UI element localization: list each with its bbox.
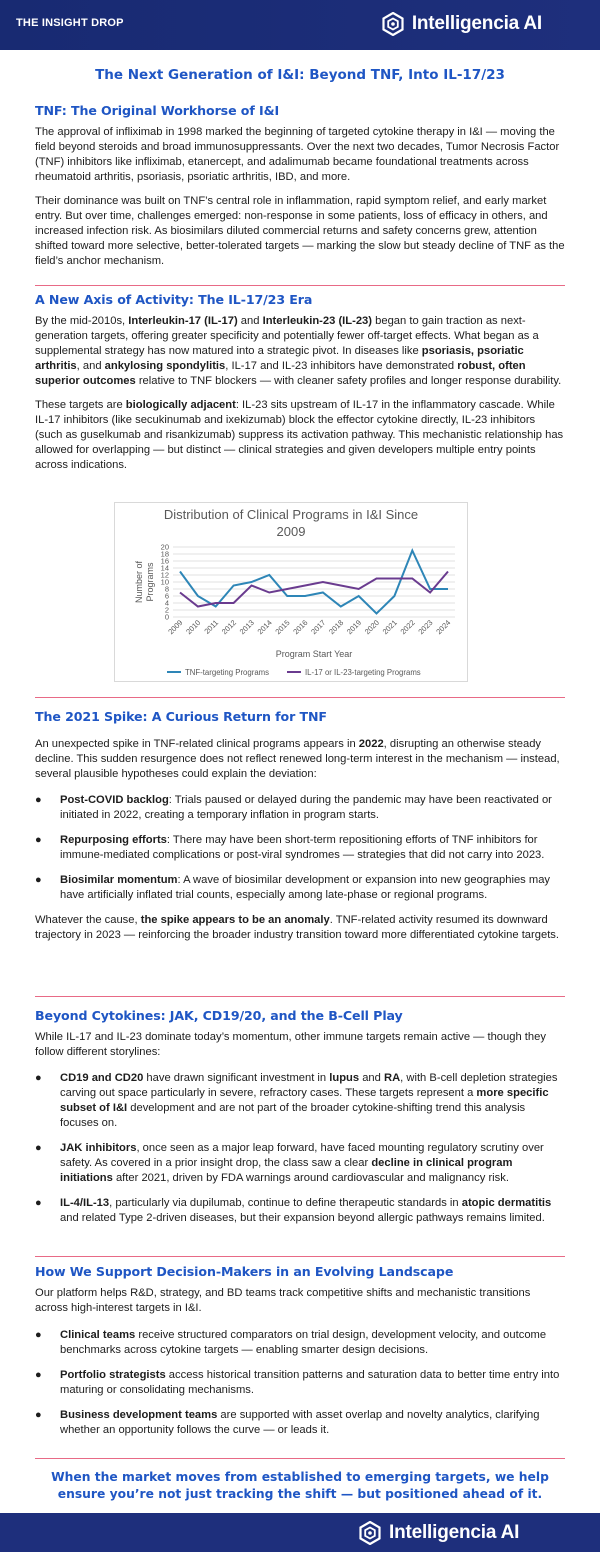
- x-tick-label: 2016: [291, 618, 310, 637]
- section-divider: [35, 1256, 565, 1257]
- paragraph: By the mid-2010s, Interleukin-17 (IL-17) and Interleukin-23 (IL-23) began to gain traction as next-generation targets, offering greater specificity and potentially fewer off-target effects. What began as a supplemental strategy has now matured into a strategic pivot. In diseases like psoriasis, psoriatic arthritis, and ankylosing spondylitis, IL-17 and IL-23 inhibitors have demonstrated robust, often superior outcomes relative to TNF blockers — with cleaner safety profiles and longer response durability.: [35, 315, 562, 387]
- x-tick-label: 2018: [327, 618, 346, 637]
- header-logo[interactable]: [381, 12, 542, 36]
- x-tick-label: 2010: [184, 618, 203, 637]
- closing-statement: When the market moves from established to emerging targets, we help ensure you’re not just tracking the shift — but positioned ahead of it.: [51, 1470, 549, 1501]
- section-divider: [35, 1458, 565, 1459]
- paragraph: Whatever the cause, the spike appears to be an anomaly. TNF-related activity resumed its downward trajectory in 2023 — reinforcing the broader industry transition toward more differentiated cytokine targets.: [35, 914, 560, 941]
- section-heading: How We Support Decision-Makers in an Evolving Landscape: [35, 1264, 454, 1279]
- x-tick-label: 2019: [344, 618, 364, 637]
- chart-title: Distribution of Clinical Programs in I&I Since: [163, 507, 419, 522]
- clinical-programs-chart: [114, 502, 468, 682]
- intelligencia-hexagon-logo-icon: [381, 12, 405, 36]
- x-tick-label: 2009: [166, 618, 185, 637]
- intelligencia-hexagon-logo-icon: [358, 1521, 382, 1545]
- footer-logo[interactable]: [358, 1521, 519, 1545]
- header-bar: [0, 0, 600, 50]
- paragraph: These targets are biologically adjacent: IL-23 sits upstream of IL-17 in the inflammatory cascade. While IL-17 inhibitors (like secukinumab and ixekizumab) block the effector cytokine directly, IL-23 inhibitors (such as guselkumab and risankizumab) suppress its activation pathway. This mechanistic relationship has allowed for overlapping — but distinct — clinical strategies and given developers multiple entry points across indications.: [35, 399, 564, 471]
- paragraph: Their dominance was built on TNF’s central role in inflammation, rapid symptom relief, and early market entry. But over time, challenges emerged: non-response in some patients, loss of efficacy in others, and increased infection risk. As biosimilars diluted commercial returns and safety concerns grew, attention shifted toward more selective, better-tolerated targets — marking the slow but steady decline of TNF as the field’s anchor mechanism.: [35, 195, 565, 267]
- paragraph: Our platform helps R&D, strategy, and BD teams track competitive shifts and mechanistic transitions across high-interest targets in I&I.: [35, 1287, 531, 1314]
- paragraph: The approval of infliximab in 1998 marked the beginning of targeted cytokine therapy in I&I — moving the field beyond steroids and broad immunosuppressants. Over the next two decades, Tumor Necrosis Factor (TNF) inhibitors like infliximab, etanercept, and adalimumab became foundational treatments across rheumatoid arthritis, psoriasis, psoriatic arthritis, IBD, and more.: [35, 126, 560, 183]
- y-tick-label: 4: [164, 598, 169, 608]
- list-item: ● JAK inhibitors, once seen as a major leap forward, have faced mounting regulatory scrutiny over safety. As covered in a prior insight drop, the class saw a clear decline in clinical program initiations after 2021, driven by FDA warnings around cardiovascular and malignancy risk.: [35, 1142, 544, 1184]
- footer-bar: [0, 1513, 600, 1552]
- bullet-dot-icon: ●: [35, 1329, 42, 1341]
- brand-name: Intelligencia AI: [389, 1522, 520, 1543]
- y-tick-label: 14: [160, 563, 169, 573]
- list-item: ● Business development teams are supported with asset overlap and novelty analytics, clarifying whether an opportunity follows the curve — or leads it.: [35, 1409, 540, 1436]
- legend-label: TNF-targeting Programs: [185, 668, 270, 677]
- x-tick-label: 2011: [202, 618, 221, 636]
- x-tick-label: 2020: [362, 618, 381, 637]
- paragraph: While IL-17 and IL-23 dominate today’s momentum, other immune targets remain active — though they follow different storylines:: [35, 1031, 546, 1058]
- section-heading: A New Axis of Activity: The IL-17/23 Era: [35, 292, 313, 307]
- bullet-dot-icon: ●: [35, 874, 42, 886]
- line-chart-svg: [115, 503, 467, 681]
- y-tick-label: 2: [164, 605, 169, 615]
- insight-drop-tag: THE INSIGHT DROP: [16, 17, 124, 29]
- y-tick-label: 0: [164, 612, 169, 622]
- y-tick-label: 6: [164, 591, 169, 601]
- bullet-dot-icon: ●: [35, 1072, 42, 1084]
- paragraph: An unexpected spike in TNF-related clinical programs appears in 2022, disrupting an otherwise steady decline. This sudden resurgence does not reflect renewed long-term interest in the mechanism — instead, several plausible hypotheses could explain the deviation:: [35, 738, 560, 780]
- list-item: ● Biosimilar momentum: A wave of biosimilar development or expansion into new geographies may have artificially inflated trial counts, especially among late-phase or regional programs.: [35, 874, 551, 901]
- page-title: The Next Generation of I&I: Beyond TNF, Into IL-17/23: [95, 67, 505, 83]
- x-tick-label: 2015: [273, 618, 292, 637]
- section-heading: TNF: The Original Workhorse of I&I: [35, 103, 280, 118]
- y-tick-label: 16: [160, 556, 169, 566]
- bullet-dot-icon: ●: [35, 1197, 42, 1209]
- list-item: ● Clinical teams receive structured comparators on trial design, development velocity, and outcome benchmarks across cytokine targets — enabling smarter design decisions.: [35, 1329, 547, 1356]
- list-item: ● IL-4/IL-13, particularly via dupilumab, continue to define therapeutic standards in atopic dermatitis and related Type 2-driven diseases, but their expansion beyond allergic pathways remains limited.: [35, 1197, 552, 1224]
- section-heading: Beyond Cytokines: JAK, CD19/20, and the B-Cell Play: [35, 1008, 403, 1023]
- x-tick-label: 2024: [434, 618, 453, 637]
- y-axis-label: Programs: [145, 562, 155, 602]
- x-tick-label: 2021: [380, 618, 399, 637]
- section-divider: [35, 285, 565, 286]
- legend-label: IL-17 or IL-23-targeting Programs: [305, 668, 421, 677]
- section-tnf: [35, 103, 565, 278]
- list-item: ● Post-COVID backlog: Trials paused or delayed during the pandemic may have been reactivated or initiated in 2022, creating a temporary inflation in program starts.: [35, 794, 552, 821]
- bullet-dot-icon: ●: [35, 1409, 42, 1421]
- section-beyond-cytokines: [35, 1008, 565, 1236]
- x-tick-label: 2013: [237, 618, 256, 637]
- list-item: ● Portfolio strategists access historical transition patterns and saturation data to better time entry into maturing or consolidating mechanisms.: [35, 1369, 560, 1396]
- bullet-dot-icon: ●: [35, 834, 42, 846]
- section-divider: [35, 996, 565, 997]
- y-tick-label: 20: [160, 542, 169, 552]
- chart-title: 2009: [276, 524, 306, 539]
- y-axis-label: Number of: [134, 560, 144, 604]
- bullet-dot-icon: ●: [35, 794, 42, 806]
- list-item: ● CD19 and CD20 have drawn significant investment in lupus and RA, with B-cell depletion strategies carving out space particularly in severe, refractory cases. These targets represent a more specific subset of I&I development and are not part of the broader cytokine-shifting trend this analysis focuses on.: [35, 1072, 558, 1129]
- y-tick-label: 12: [160, 570, 169, 580]
- brand-name: Intelligencia AI: [411, 13, 542, 34]
- list-item: ● Repurposing efforts: There may have been short-term repositioning efforts of TNF inhibitors for immune-mediated complications or post-viral syndromes — strategies that did not carry into 2023.: [35, 834, 545, 861]
- section-divider: [35, 697, 565, 698]
- section-il17-23: [35, 292, 565, 482]
- section-heading: The 2021 Spike: A Curious Return for TNF: [35, 709, 327, 724]
- x-tick-label: 2014: [255, 618, 274, 637]
- section-2021-spike: [35, 709, 565, 952]
- x-axis-label: Program Start Year: [275, 649, 353, 659]
- x-tick-label: 2017: [309, 618, 328, 637]
- bullet-dot-icon: ●: [35, 1142, 42, 1154]
- x-tick-label: 2012: [219, 618, 239, 637]
- x-tick-label: 2022: [398, 618, 417, 637]
- y-tick-label: 8: [164, 584, 169, 594]
- section-decision-makers: [35, 1264, 565, 1448]
- y-tick-label: 10: [160, 577, 169, 587]
- x-tick-label: 2023: [416, 618, 435, 637]
- bullet-dot-icon: ●: [35, 1369, 42, 1381]
- y-tick-label: 18: [160, 549, 169, 559]
